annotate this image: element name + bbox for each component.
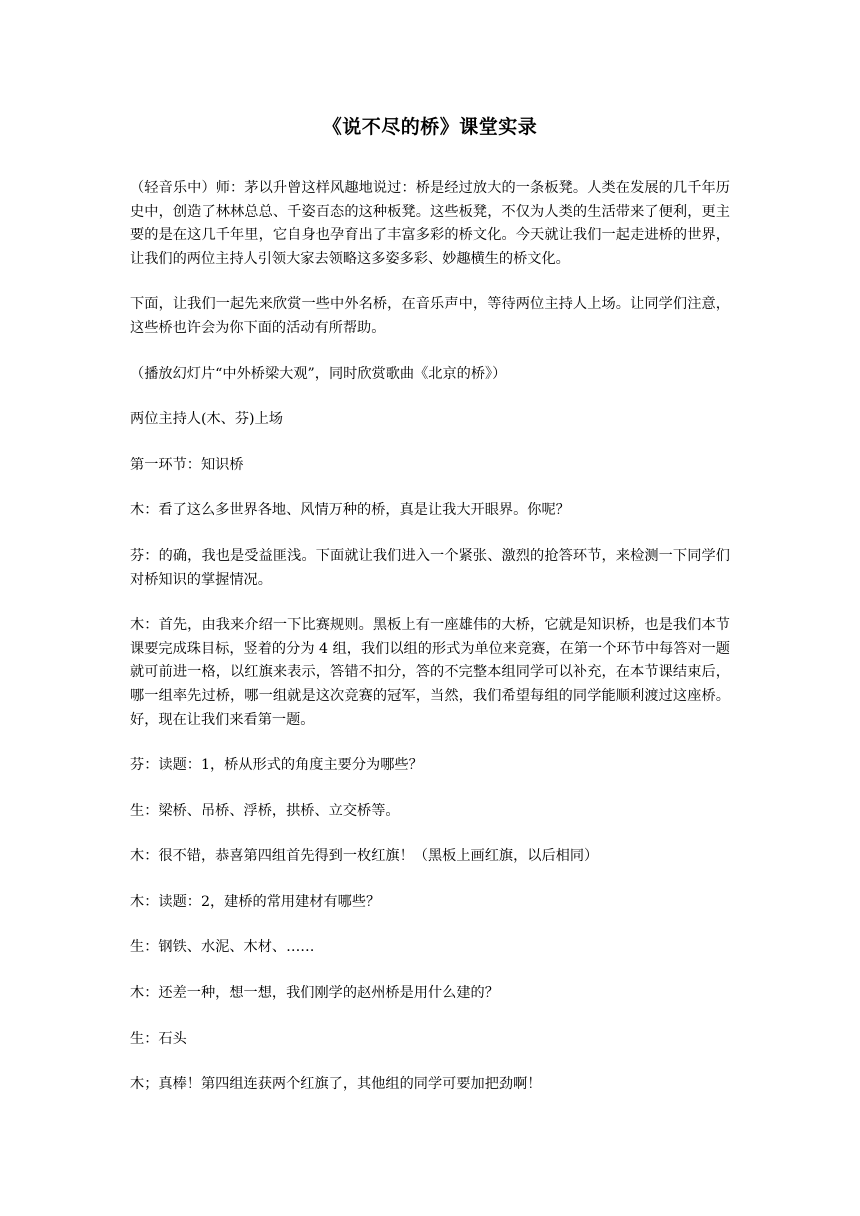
- paragraph-section-heading: 第一环节：知识桥: [130, 456, 244, 473]
- paragraph-dialogue: 生：石头: [130, 1030, 187, 1047]
- paragraph-slideshow: （播放幻灯片“中外桥梁大观”，同时欣赏歌曲《北京的桥》）: [130, 365, 507, 382]
- paragraph-dialogue: 木：很不错，恭喜第四组首先得到一枚红旗！（黑板上画红旗，以后相同）: [130, 848, 599, 865]
- paragraph-hosts-enter: 两位主持人(木、芬)上场: [130, 411, 283, 428]
- paragraph-dialogue: 木：读题：2，建桥的常用建材有哪些？: [130, 893, 381, 910]
- paragraph-rules: 木：首先，由我来介绍一下比赛规则。黑板上有一座雄伟的大桥，它就是知识桥，也是我们本节课要完成珠目标，竖着的分为 4 组，我们以组的形式为单位来竞赛，在第一个环节中每答对一题就可前进一格，以红旗来表示，答错不扣分，答的不完整本组同学可以补充，在本节课结束后，哪一组率先过桥，哪一组就是这次竞赛的冠军，当然，我们希望每组的同学能顺利渡过这座桥。好，现在让我们来看第一题。: [130, 617, 730, 728]
- document-title: 《说不尽的桥》课堂实录: [322, 116, 538, 138]
- paragraph-dialogue: 木：看了这么多世界各地、风情万种的桥，真是让我大开眼界。你呢？: [130, 502, 570, 519]
- paragraph-dialogue: 芬：读题：1，桥从形式的角度主要分为哪些？: [130, 757, 423, 774]
- paragraph-dialogue: 生：钢铁、水泥、木材、……: [130, 939, 315, 956]
- paragraph-dialogue: 木；真棒！第四组连获两个红旗了，其他组的同学可要加把劲啊！: [130, 1076, 542, 1093]
- document-body: [130, 177, 730, 1119]
- paragraph-intro: （轻音乐中）师：茅以升曾这样风趣地说过：桥是经过放大的一条板凳。人类在发展的几千年历史中，创造了林林总总、千姿百态的这种板凳。这些板凳，不仅为人类的生活带来了便利，更主要的是在这几千年里，它自身也孕育出了丰富多彩的桥文化。今天就让我们一起走进桥的世界，让我们的两位主持人引领大家去领略这多姿多彩、妙趣横生的桥文化。: [130, 180, 730, 267]
- paragraph-famous-bridges: 下面，让我们一起先来欣赏一些中外名桥，在音乐声中，等待两位主持人上场。让同学们注意，这些桥也许会为你下面的活动有所帮助。: [130, 296, 730, 336]
- paragraph-dialogue: 芬：的确，我也是受益匪浅。下面就让我们进入一个紧张、激烈的抢答环节，来检测一下同学们对桥知识的掌握情况。: [130, 547, 730, 588]
- paragraph-dialogue: 生：梁桥、吊桥、浮桥，拱桥、立交桥等。: [130, 802, 400, 819]
- paragraph-dialogue: 木：还差一种，想一想，我们刚学的赵州桥是用什么建的？: [130, 985, 499, 1002]
